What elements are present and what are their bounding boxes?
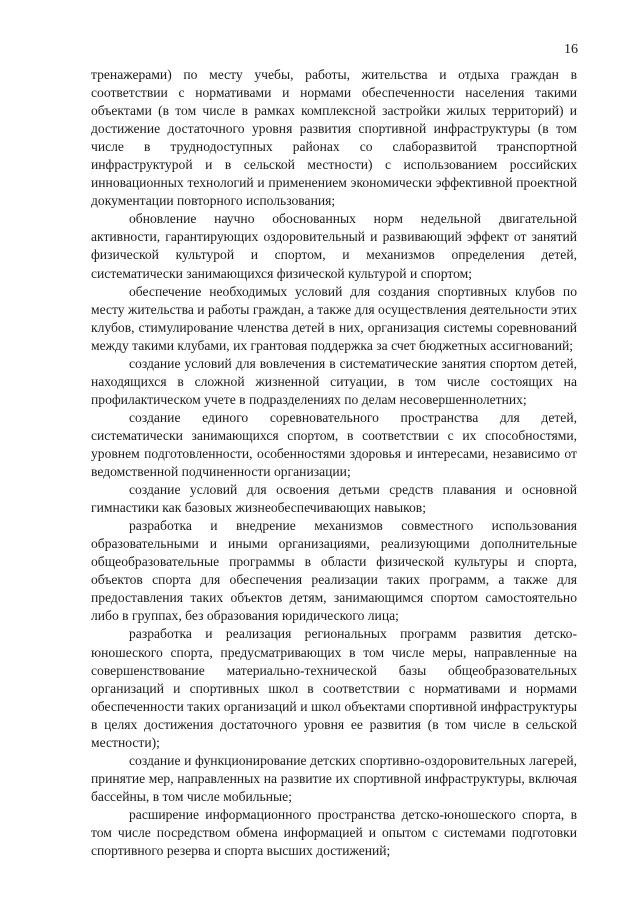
- paragraph-sports-camps: создание и функционирование детских спортивно-оздоровительных лагерей, принятие мер, направленных на развитие их спортивной инфраструктуры, включая бассейны, в том числе мобильные;: [91, 752, 577, 804]
- paragraph-activity-norms: обновление научно обоснованных норм недельной двигательной активности, гарантирующих оздоровительный и развивающий эффект от занятий физической культурой и спортом, и механизмов определения детей, систематически занимающихся физической культурой и спортом;: [91, 211, 577, 281]
- paragraph-difficult-situation: создание условий для вовлечения в систематические занятия спортом детей, находящихся в сложной жизненной ситуации, в том числе состоящих на профилактическом учете в подразделениях по делам несовершеннолетних;: [91, 355, 577, 407]
- paragraph-continued: тренажерами) по месту учебы, работы, жительства и отдыха граждан в соответствии с нормативами и нормами обеспеченности населения такими объектами (в том числе в рамках комплексной застройки жилых территорий) и достижение достаточного уровня развития спортивной инфраструктуры (в том числе в труднодоступных районах со слаборазвитой транспортной инфраструктурой и в сельской местности) с использованием российских инновационных технологий и применением экономически эффективной проектной документации повторного использования;: [91, 67, 577, 209]
- document-body: [91, 66, 577, 860]
- paragraph-shared-facilities: разработка и внедрение механизмов совместного использования образовательными и иными организациями, реализующими дополнительные общеобразовательные программы в области физической культуры и спорта, объектов спорта для обеспечения реализации таких программ, а также для предоставления таких объектов детям, занимающимся спортом самостоятельно либо в группах, без образования юридического лица;: [91, 518, 577, 624]
- paragraph-competition-space: создание единого соревновательного пространства для детей, систематически занимающихся спортом, в соответствии с их способностями, уровнем подготовленности, особенностями здоровья и интересами, независимо от ведомственной подчиненности организации;: [91, 409, 577, 480]
- paragraph-swimming-gymnastics: создание условий для освоения детьми средств плавания и основной гимнастики как базовых жизнеобеспечивающих навыков;: [91, 482, 577, 516]
- page-number: 16: [564, 42, 578, 57]
- paragraph-sports-clubs: обеспечение необходимых условий для создания спортивных клубов по месту жительства и работы граждан, а также для осуществления деятельности этих клубов, стимулирование членства детей в них, организация системы соревнований между такими клубами, их грантовая поддержка за счет бюджетных ассигнований;: [91, 283, 577, 353]
- paragraph-regional-programs: разработка и реализация региональных программ развития детско-юношеского спорта, предусматривающих в том числе меры, направленные на совершенствование материально-технической базы общеобразовательных организаций и спортивных школ в соответствии с нормативами и нормами обеспеченности таких организаций и школ объектами спортивной инфраструктуры в целях достижения достаточного уровня ее развития (в том числе в сельской местности);: [91, 626, 577, 750]
- paragraph-information-space: расширение информационного пространства детско-юношеского спорта, в том числе посредством обмена информацией и опытом с системами подготовки спортивного резерва и спорта высших достижений;: [91, 806, 577, 859]
